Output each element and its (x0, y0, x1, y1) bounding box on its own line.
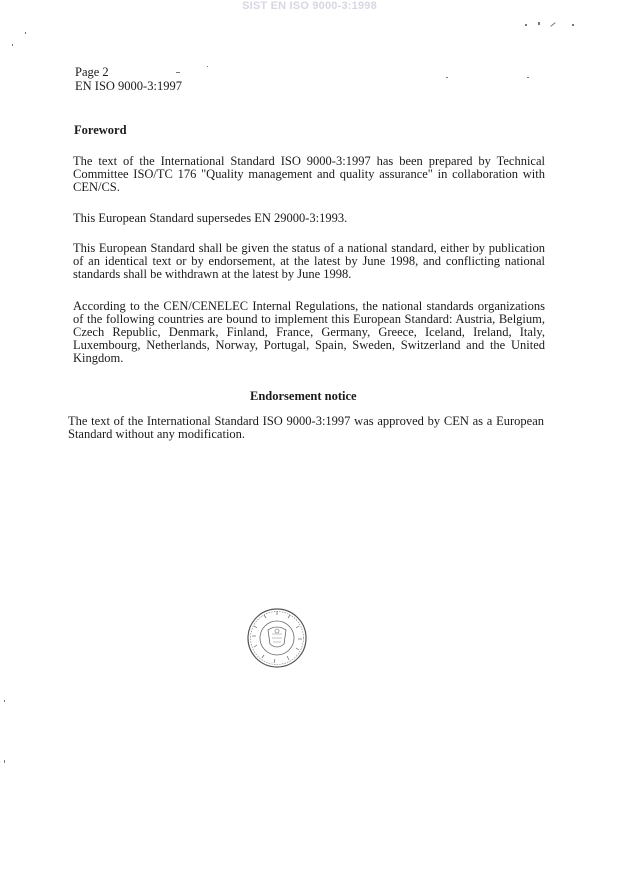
scan-speck (4, 700, 5, 702)
foreword-paragraph: This European Standard supersedes EN 29000-3:1993. (73, 211, 348, 225)
scan-speck (446, 77, 448, 78)
scan-speck (538, 22, 540, 25)
scan-speck (572, 24, 574, 26)
scan-speck (12, 44, 13, 46)
scan-speck (527, 77, 529, 78)
endorsement-heading: Endorsement notice (250, 389, 357, 403)
foreword-paragraph: The text of the International Standard ISO 9000-3:1997 has been prepared by Technical Committee ISO/TC 176 "Quality management and quality assurance" in collaboration with CEN/CS. (73, 154, 545, 194)
scan-speck (4, 760, 5, 763)
watermark-text: SIST EN ISO 9000-3:1998 (242, 0, 377, 12)
standard-number: EN ISO 9000-3:1997 (75, 79, 182, 93)
scan-speck (207, 66, 208, 67)
foreword-heading: Foreword (74, 123, 127, 137)
scan-speck (525, 24, 527, 26)
scan-speck (25, 32, 26, 34)
foreword-paragraph: This European Standard shall be given the status of a national standard, either by publication of an identical text or by endorsement, at the latest by June 1998, and conflicting national standards shall be withdrawn at the latest by June 1998. (73, 241, 545, 281)
page-header (75, 65, 182, 93)
official-stamp-icon (244, 606, 310, 670)
foreword-paragraph: According to the CEN/CENELEC Internal Regulations, the national standards organizations of the following countries are bound to implement this European Standard: Austria, Belgium, Czech Republic, Denmark, Finland, France, Germany, Greece, Iceland, Ireland, Italy, Luxembourg, Netherlands, Norway, Portugal, Spain, Sweden, Switzerland and the United Kingdom. (73, 299, 545, 365)
page-number: Page 2 (75, 65, 109, 79)
endorsement-paragraph: The text of the International Standard ISO 9000-3:1997 was approved by CEN as a European Standard without any modification. (68, 414, 544, 441)
scan-speck (550, 22, 555, 27)
